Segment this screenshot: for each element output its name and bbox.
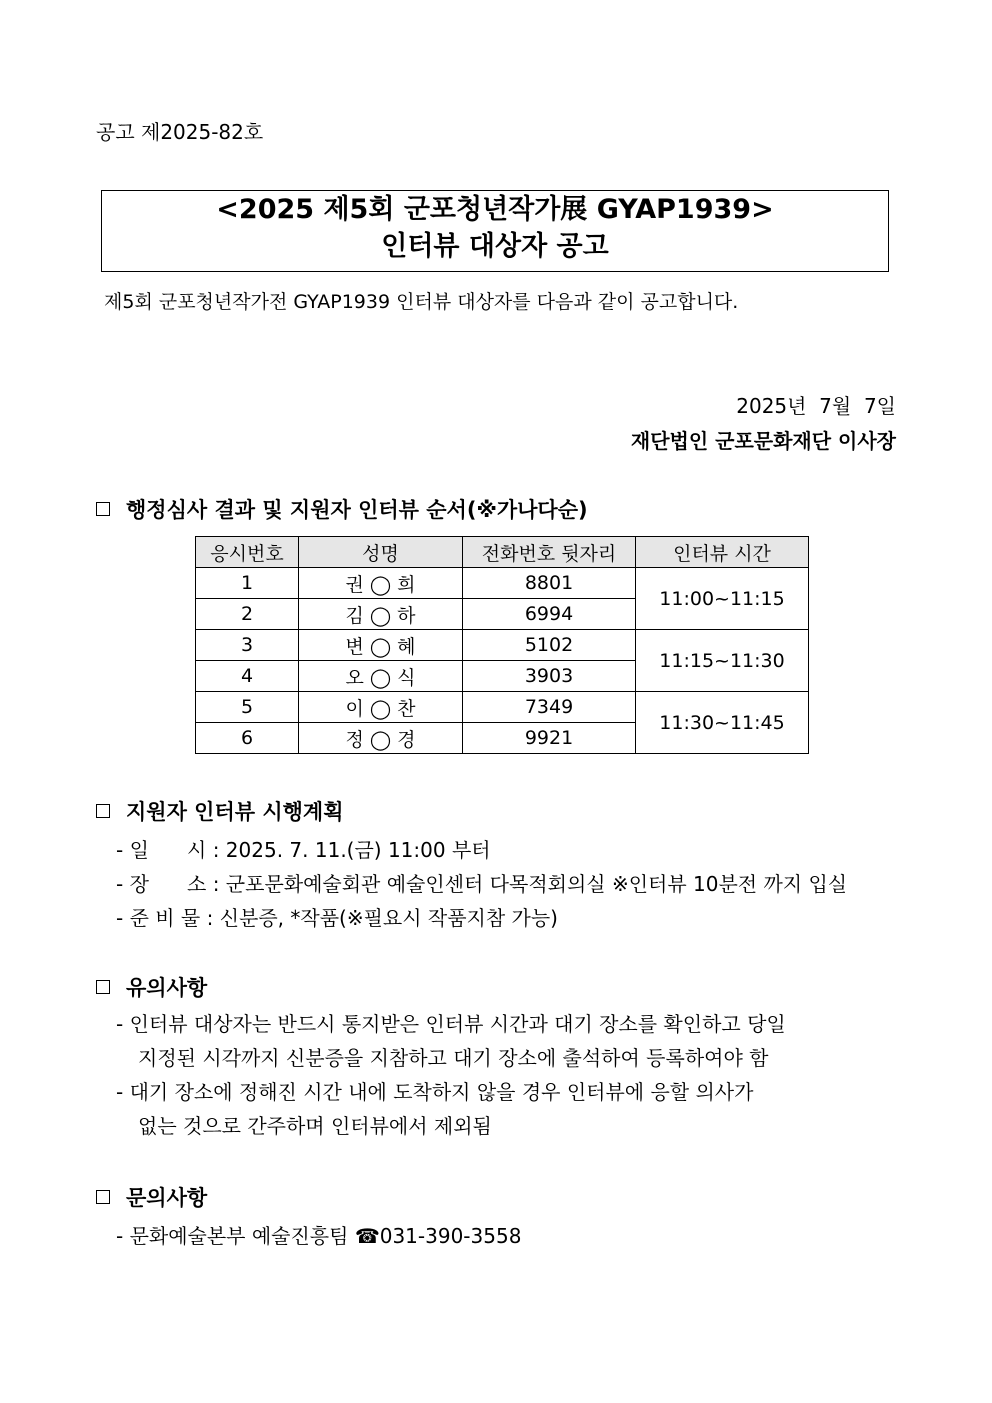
notice-item1-line1: - 인터뷰 대상자는 반드시 통지받은 인터뷰 시간과 대기 장소를 확인하고 당일 (116, 1012, 786, 1036)
notice-date: 2025년 7월 7일 (736, 394, 896, 418)
intro-text: 제5회 군포청년작가전 GYAP1939 인터뷰 대상자를 다음과 같이 공고합니다. (104, 291, 739, 313)
cell-time: 11:30~11:45 (636, 692, 809, 754)
cell-num: 2 (196, 599, 299, 630)
cell-num: 5 (196, 692, 299, 723)
cell-phone: 8801 (463, 568, 636, 599)
cell-phone: 5102 (463, 630, 636, 661)
phone-icon: ☎ (354, 1224, 380, 1248)
title-line2: 인터뷰 대상자 공고 (381, 231, 609, 262)
cell-name: 이 ◯ 찬 (299, 692, 463, 723)
section4-heading (96, 1182, 207, 1212)
cell-phone: 7349 (463, 692, 636, 723)
notice-number: 공고 제2025-82호 (96, 120, 264, 144)
section4-title: 문의사항 (126, 1186, 208, 1210)
contact-line (116, 1220, 521, 1249)
section3-heading (96, 972, 207, 1002)
section1-title: 행정심사 결과 및 지원자 인터뷰 순서(※가나다순) (126, 498, 588, 522)
table-header-row (196, 537, 809, 568)
table-row (196, 630, 809, 661)
col-header: 전화번호 뒷자리 (463, 537, 636, 568)
cell-time: 11:15~11:30 (636, 630, 809, 692)
cell-name: 김 ◯ 하 (299, 599, 463, 630)
col-header: 인터뷰 시간 (636, 537, 809, 568)
title-box (101, 190, 889, 272)
issuer: 재단법인 군포문화재단 이사장 (630, 429, 896, 453)
table-row (196, 568, 809, 599)
checkbox-icon (96, 804, 110, 818)
cell-phone: 3903 (463, 661, 636, 692)
checkbox-icon (96, 1190, 110, 1204)
notice-item2-line1: - 대기 장소에 정해진 시간 내에 도착하지 않을 경우 인터뷰에 응할 의사가 (116, 1080, 754, 1104)
section3-title: 유의사항 (126, 976, 208, 1000)
cell-num: 6 (196, 723, 299, 754)
section2-heading (96, 796, 343, 826)
cell-name: 변 ◯ 혜 (299, 630, 463, 661)
contact-phone[interactable]: 031-390-3558 (379, 1224, 522, 1248)
plan-items: - 준 비 물 : 신분증, *작품(※필요시 작품지참 가능) (116, 906, 558, 930)
cell-num: 3 (196, 630, 299, 661)
notice-item2-line2: 없는 것으로 간주하며 인터뷰에서 제외됨 (138, 1114, 492, 1138)
cell-num: 4 (196, 661, 299, 692)
contact-team: - 문화예술본부 예술진흥팀 (116, 1224, 355, 1248)
notice-item1-line2: 지정된 시각까지 신분증을 지참하고 대기 장소에 출석하여 등록하여야 함 (138, 1046, 769, 1070)
title-line1: <2025 제5회 군포청년작가展 GYAP1939> (216, 194, 774, 225)
plan-place: - 장 소 : 군포문화예술회관 예술인센터 다목적회의실 ※인터뷰 10분전 까지 입실 (116, 872, 848, 896)
results-table (195, 536, 809, 754)
cell-phone: 9921 (463, 723, 636, 754)
plan-date: - 일 시 : 2025. 7. 11.(금) 11:00 부터 (116, 838, 491, 862)
col-header: 응시번호 (196, 537, 299, 568)
section1-heading (96, 494, 588, 524)
cell-num: 1 (196, 568, 299, 599)
cell-name: 오 ◯ 식 (299, 661, 463, 692)
cell-phone: 6994 (463, 599, 636, 630)
table-row (196, 692, 809, 723)
checkbox-icon (96, 502, 110, 516)
col-header: 성명 (299, 537, 463, 568)
cell-name: 정 ◯ 경 (299, 723, 463, 754)
cell-time: 11:00~11:15 (636, 568, 809, 630)
section2-title: 지원자 인터뷰 시행계획 (126, 800, 344, 824)
cell-name: 권 ◯ 희 (299, 568, 463, 599)
checkbox-icon (96, 980, 110, 994)
